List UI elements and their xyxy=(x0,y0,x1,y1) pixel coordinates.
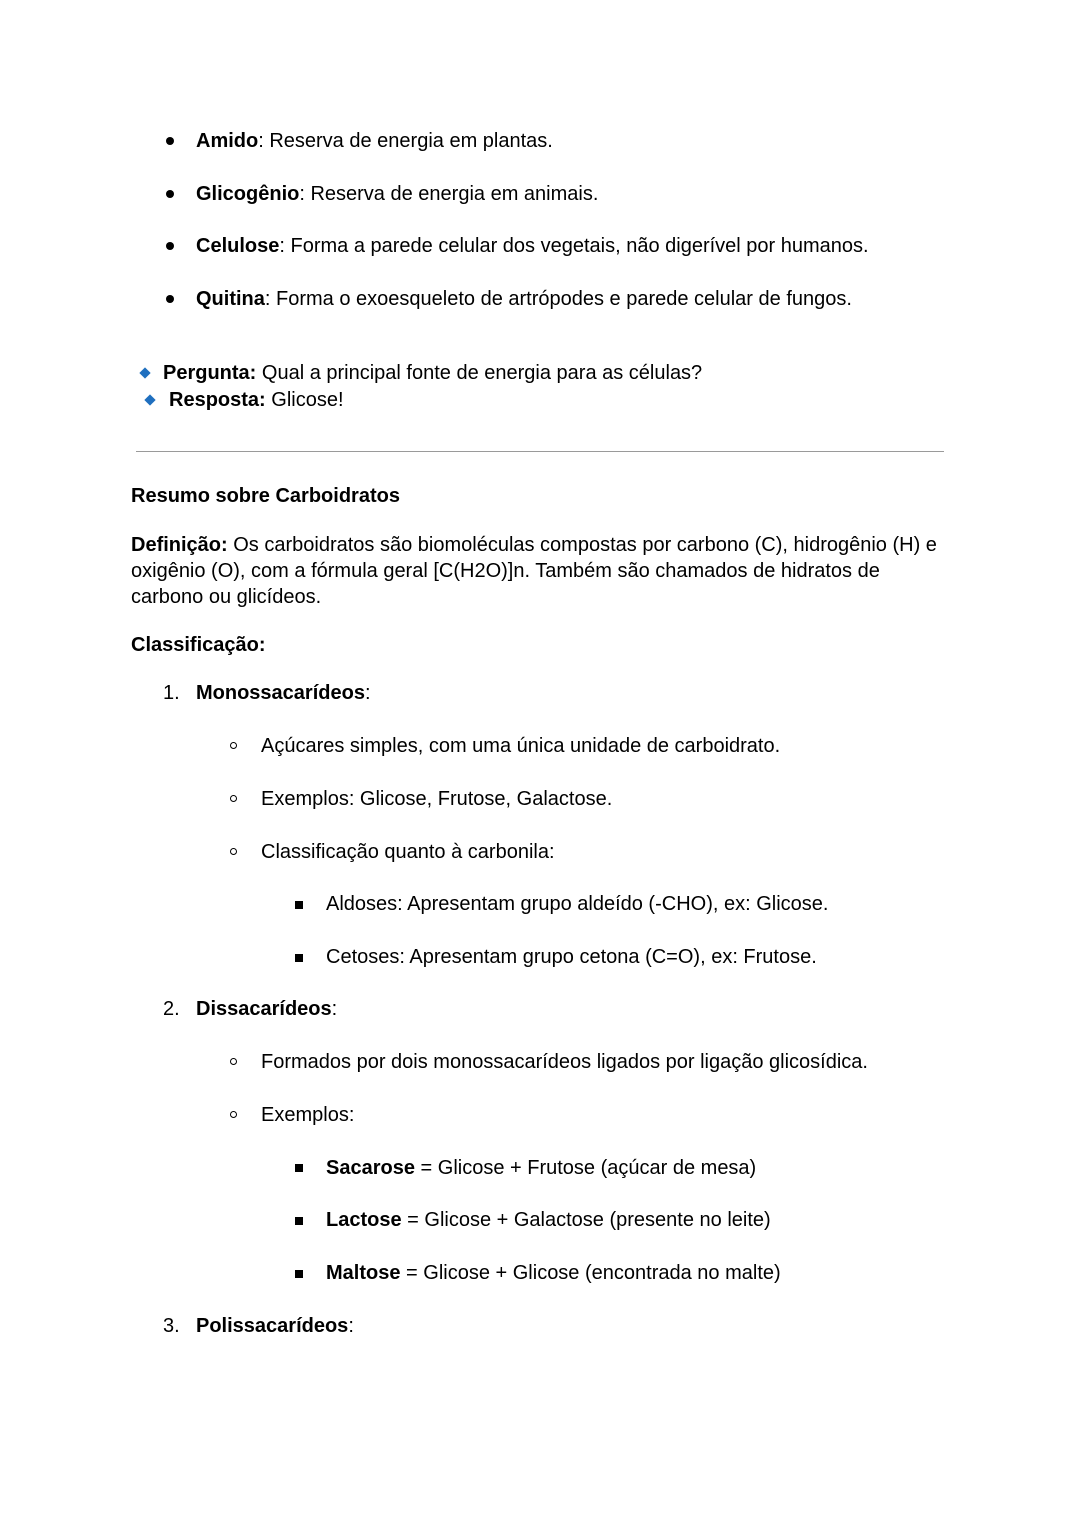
class-heading xyxy=(196,1314,354,1338)
circle-bullet-icon xyxy=(230,795,237,802)
class-suffix: : xyxy=(348,1315,354,1337)
diamond-icon xyxy=(139,367,150,378)
list-item-term: Sacarose xyxy=(326,1157,415,1179)
question-label: Pergunta: xyxy=(163,362,257,384)
list-item: Formados por dois monossacarídeos ligados por ligação glicosídica. xyxy=(261,1051,868,1073)
definition-label: Definição: xyxy=(131,534,228,556)
class-suffix: : xyxy=(331,998,338,1020)
list-number: 3. xyxy=(163,1315,180,1337)
list-item-text: = Glicose + Galactose (presente no leite) xyxy=(401,1209,771,1231)
list-item-term: Celulose xyxy=(196,235,280,257)
question-text: Qual a principal fonte de energia para as células? xyxy=(256,362,703,384)
list-item-text: = Glicose + Glicose (encontrada no malte) xyxy=(400,1262,781,1284)
class-heading xyxy=(196,997,337,1021)
list-item xyxy=(196,287,852,311)
class-term: Dissacarídeos xyxy=(196,998,332,1020)
square-bullet-icon xyxy=(295,954,303,962)
list-item: Exemplos: xyxy=(261,1104,355,1126)
list-number: 2. xyxy=(163,998,180,1020)
answer-text: Glicose! xyxy=(265,389,344,411)
list-item-text: : Reserva de energia em plantas. xyxy=(258,130,553,152)
class-term: Polissacarídeos xyxy=(196,1315,349,1337)
list-item xyxy=(326,1208,771,1232)
list-item-term: Maltose xyxy=(326,1262,401,1284)
list-item-text: : Reserva de energia em animais. xyxy=(299,183,599,205)
circle-bullet-icon xyxy=(230,1111,237,1118)
list-item: Cetoses: Apresentam grupo cetona (C=O), ex: Frutose. xyxy=(326,946,817,968)
list-item-term: Quitina xyxy=(196,288,265,310)
class-suffix: : xyxy=(364,682,371,704)
list-item-text: = Glicose + Frutose (açúcar de mesa) xyxy=(414,1157,757,1179)
bullet-icon xyxy=(166,242,174,250)
list-item: Classificação quanto à carbonila: xyxy=(261,841,555,863)
list-item-term: Glicogênio xyxy=(196,183,300,205)
list-item-term: Amido xyxy=(196,130,259,152)
bullet-icon xyxy=(166,137,174,145)
answer-label: Resposta: xyxy=(169,389,266,411)
list-item xyxy=(196,234,869,258)
square-bullet-icon xyxy=(295,1164,303,1172)
list-item-text: : Forma a parede celular dos vegetais, não digerível por humanos. xyxy=(279,235,869,257)
circle-bullet-icon xyxy=(230,848,237,855)
square-bullet-icon xyxy=(295,901,303,909)
square-bullet-icon xyxy=(295,1270,303,1278)
diamond-icon xyxy=(144,394,155,405)
bullet-icon xyxy=(166,295,174,303)
circle-bullet-icon xyxy=(230,1058,237,1065)
class-heading xyxy=(196,681,371,705)
list-item xyxy=(326,1156,756,1180)
list-item xyxy=(196,182,598,206)
list-item: Aldoses: Apresentam grupo aldeído (-CHO), ex: Glicose. xyxy=(326,893,829,915)
summary-title: Resumo sobre Carboidratos xyxy=(131,485,400,507)
list-item: Açúcares simples, com uma única unidade de carboidrato. xyxy=(261,735,781,757)
list-item: Exemplos: Glicose, Frutose, Galactose. xyxy=(261,788,613,810)
list-item xyxy=(326,1261,781,1285)
answer-line xyxy=(169,388,344,412)
square-bullet-icon xyxy=(295,1217,303,1225)
class-term: Monossacarídeos xyxy=(196,682,365,704)
list-number: 1. xyxy=(163,682,180,704)
bullet-icon xyxy=(166,190,174,198)
list-item-term: Lactose xyxy=(326,1209,402,1231)
classification-label: Classificação: xyxy=(131,634,266,656)
circle-bullet-icon xyxy=(230,742,237,749)
definition-paragraph xyxy=(131,532,951,610)
definition-text: Os carboidratos são biomoléculas compostas por carbono (C), hidrogênio (H) e oxigênio (O), com a fórmula geral [C(H2O)]n. Também são chamados de hidratos de carbono ou glicídeos. xyxy=(131,534,937,608)
list-item xyxy=(196,129,553,153)
divider xyxy=(136,451,944,452)
list-item-text: : Forma o exoesqueleto de artrópodes e parede celular de fungos. xyxy=(264,288,852,310)
question-line xyxy=(163,361,702,385)
